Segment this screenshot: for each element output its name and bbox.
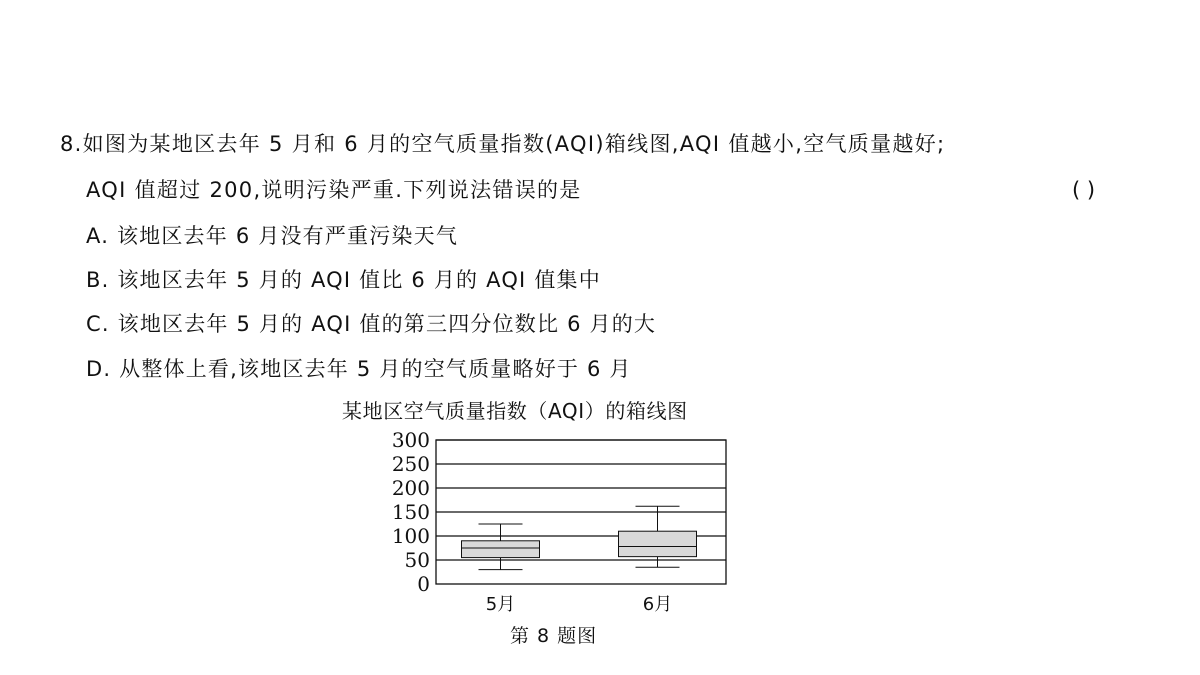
figure-caption: 第 8 题图 bbox=[510, 625, 598, 647]
y-tick-label: 0 bbox=[417, 572, 430, 596]
x-category-label: 6月 bbox=[642, 594, 673, 615]
y-tick-label: 250 bbox=[391, 452, 430, 476]
iqr-box bbox=[619, 531, 697, 556]
x-category-label: 5月 bbox=[485, 594, 516, 615]
y-tick-label: 100 bbox=[391, 524, 430, 548]
answer-parentheses: ( ) bbox=[1072, 178, 1096, 202]
option-d: D. 从整体上看,该地区去年 5 月的空气质量略好于 6 月 bbox=[86, 357, 632, 381]
y-tick-label: 50 bbox=[404, 548, 430, 572]
question-line-1: 8.如图为某地区去年 5 月和 6 月的空气质量指数(AQI)箱线图,AQI 值越小,空气质量越好; bbox=[60, 132, 946, 156]
question-line-2: AQI 值超过 200,说明污染严重.下列说法错误的是 bbox=[86, 178, 582, 202]
option-a: A. 该地区去年 6 月没有严重污染天气 bbox=[86, 224, 459, 248]
option-c: C. 该地区去年 5 月的 AQI 值的第三四分位数比 6 月的大 bbox=[86, 312, 657, 336]
y-tick-label: 150 bbox=[391, 500, 430, 524]
iqr-box bbox=[462, 541, 540, 558]
y-tick-label: 300 bbox=[391, 428, 430, 452]
chart-title: 某地区空气质量指数（AQI）的箱线图 bbox=[342, 399, 688, 423]
option-b: B. 该地区去年 5 月的 AQI 值比 6 月的 AQI 值集中 bbox=[86, 268, 601, 292]
y-tick-label: 200 bbox=[391, 476, 430, 500]
aqi-boxplot-chart bbox=[370, 428, 750, 618]
